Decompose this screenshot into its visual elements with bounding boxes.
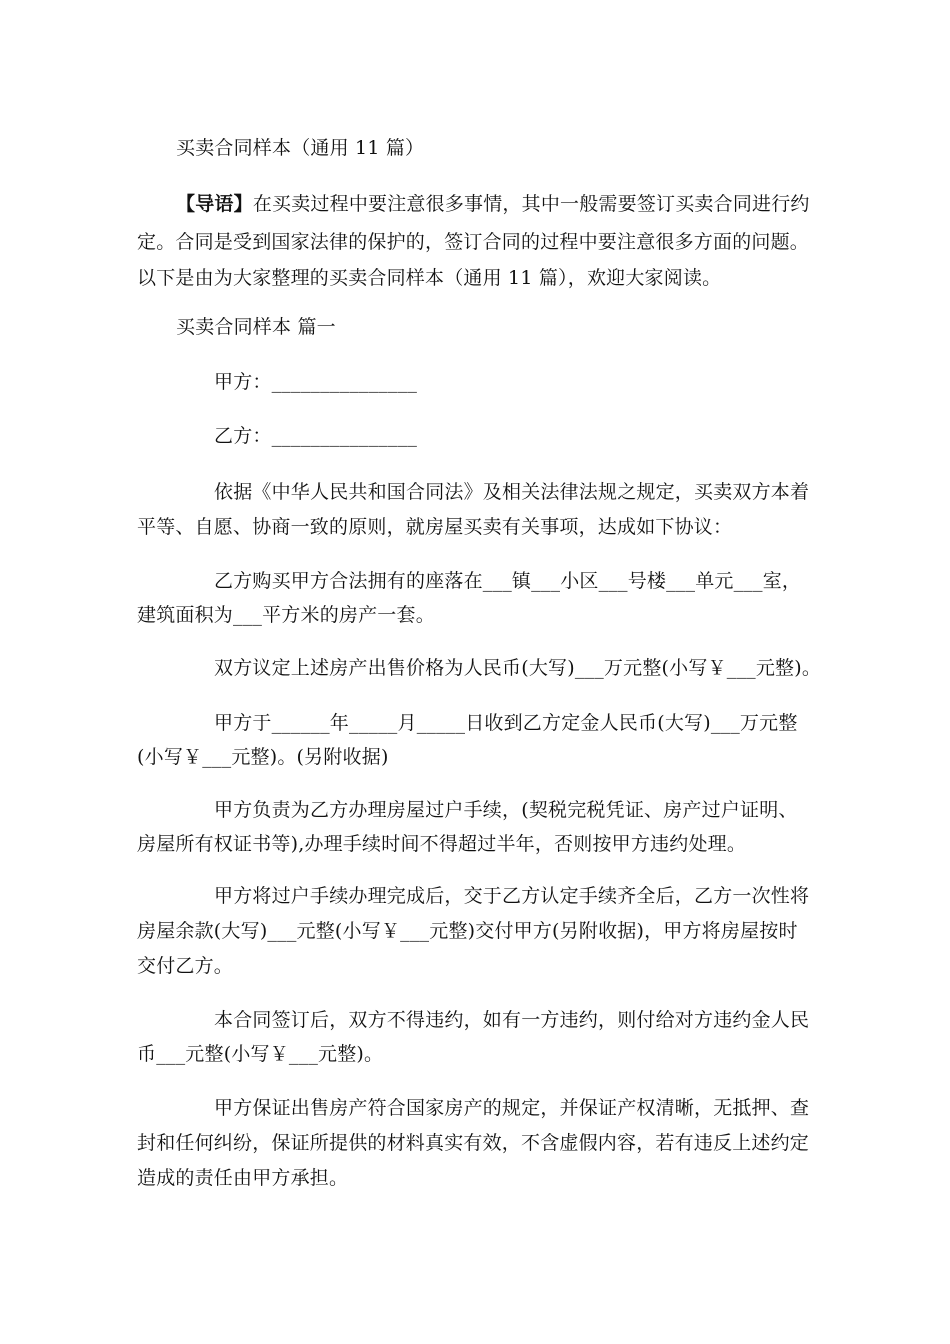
paragraph-line: 房屋所有权证书等),办理手续时间不得超过半年，否则按甲方违约处理。 [137,833,747,855]
intro-lead: 【导语】 [176,193,253,215]
paragraph-line: 甲方于______年_____月_____日收到乙方定金人民币(大写)___万元整 [214,712,798,734]
paragraph-line: 封和任何纠纷，保证所提供的材料真实有效，不含虚假内容，若有违反上述约定 [137,1132,810,1154]
paragraph-line: 币___元整(小写￥___元整)。 [137,1043,384,1065]
paragraph-line: 造成的责任由甲方承担。 [137,1167,349,1189]
intro-line-3: 以下是由为大家整理的买卖合同样本（通用 11 篇），欢迎大家阅读。 [137,267,722,289]
paragraph-line: 交付乙方。 [137,955,234,977]
party-b-field: 乙方：_______________ [214,425,418,447]
paragraph-line: 依据《中华人民共和国合同法》及相关法律法规之规定，买卖双方本着 [214,481,810,503]
paragraph-line: 乙方购买甲方合法拥有的座落在___镇___小区___号楼___单元___室， [214,570,802,592]
paragraph-line: 本合同签订后，双方不得违约，如有一方违约，则付给对方违约金人民 [214,1009,810,1031]
paragraph-line: (小写￥___元整)。(另附收据) [137,746,389,768]
party-a-field: 甲方：_______________ [214,371,418,393]
paragraph-line: 建筑面积为___平方米的房产一套。 [137,604,435,626]
paragraph-line: 房屋余款(大写)___元整(小写￥___元整)交付甲方(另附收据)，甲方将房屋按时 [137,920,798,942]
intro-line-2: 定。合同是受到国家法律的保护的，签订合同的过程中要注意很多方面的问题。 [137,231,810,253]
intro-line-1 [176,190,810,218]
paragraph-line: 甲方保证出售房产符合国家房产的规定，并保证产权清晰，无抵押、查 [214,1097,810,1119]
paragraph-line: 甲方将过户手续办理完成后，交于乙方认定手续齐全后，乙方一次性将 [214,885,810,907]
section-title: 买卖合同样本 篇一 [176,316,336,338]
document-title: 买卖合同样本（通用 11 篇） [176,137,425,159]
paragraph-line: 双方议定上述房产出售价格为人民币(大写)___万元整(小写￥___元整)。 [214,657,822,679]
paragraph-line: 甲方负责为乙方办理房屋过户手续，(契税完税凭证、房产过户证明、 [214,799,798,821]
intro-line-1-text: 在买卖过程中要注意很多事情，其中一般需要签订买卖合同进行约 [252,193,810,215]
paragraph-line: 平等、自愿、协商一致的原则，就房屋买卖有关事项，达成如下协议： [137,516,733,538]
